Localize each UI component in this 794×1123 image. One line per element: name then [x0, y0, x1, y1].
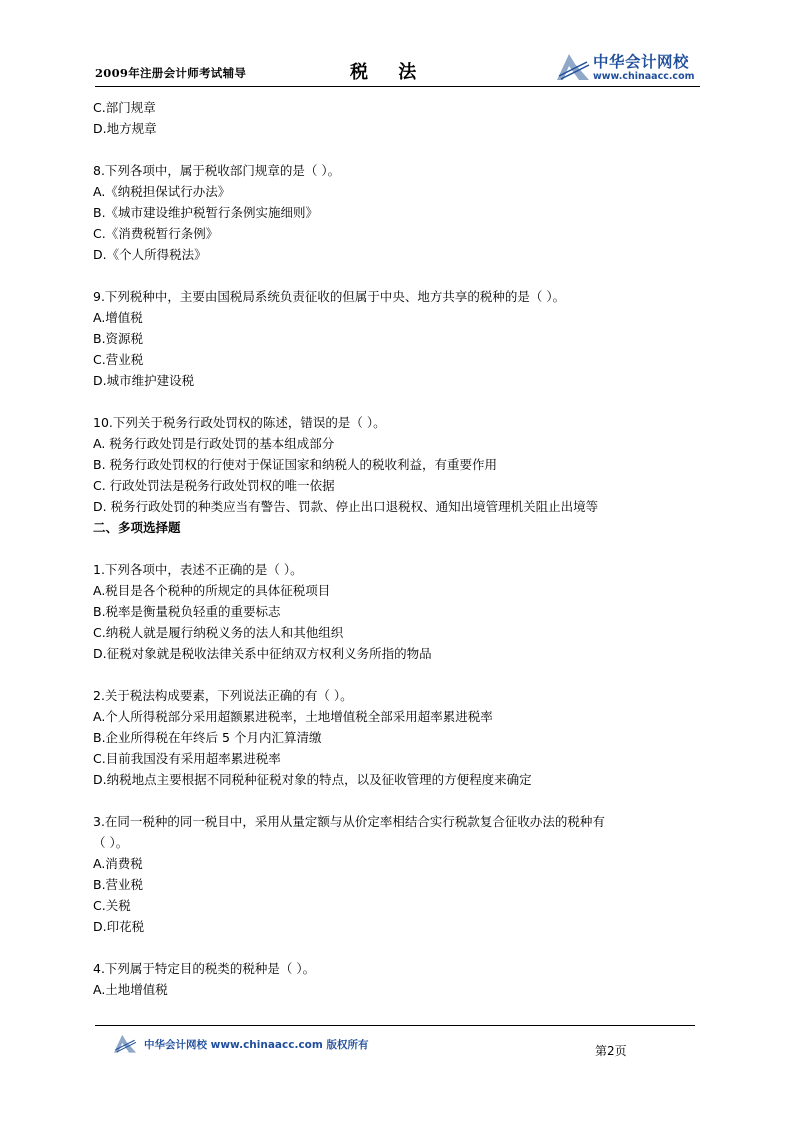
m4-stem: 4.下列属于特定目的税类的税种是（ ）。: [93, 961, 316, 976]
m1-option-a: A.税目是各个税种的所规定的具体征税项目: [93, 583, 331, 598]
header-subject-title: 税 法: [350, 62, 429, 83]
footer-divider: [95, 1025, 695, 1026]
m1-option-b: B.税率是衡量税负轻重的重要标志: [93, 604, 281, 619]
q10-option-c: C. 行政处罚法是税务行政处罚权的唯一依据: [93, 478, 335, 493]
q10-option-b: B. 税务行政处罚权的行使对于保证国家和纳税人的税收利益，有重要作用: [93, 457, 498, 472]
q9-option-a: A.增值税: [93, 310, 143, 325]
m3-stem: 3.在同一税种的同一税目中，采用从量定额与从价定率相结合实行税款复合征收办法的税种有: [93, 814, 605, 829]
page-header: [95, 46, 700, 86]
m1-stem: 1.下列各项中，表述不正确的是（ ）。: [93, 562, 303, 577]
q10-option-d: D. 税务行政处罚的种类应当有警告、罚款、停止出口退税权、通知出境管理机关阻止出境等: [93, 499, 599, 514]
q8-option-d: D.《个人所得税法》: [93, 247, 207, 262]
footer-copyright: 中华会计网校 www.chinaacc.com 版权所有: [144, 1039, 369, 1051]
m3-stem-continued: （ ）。: [93, 835, 129, 850]
m3-option-d: D.印花税: [93, 919, 145, 934]
m3-option-b: B.营业税: [93, 877, 144, 892]
q9-option-d: D.城市维护建设税: [93, 373, 195, 388]
q7-option-d: D.地方规章: [93, 121, 157, 136]
m1-option-d: D.征税对象就是税收法律关系中征纳双方权利义务所指的物品: [93, 646, 432, 661]
section-heading-multiple-choice: 二、多项选择题: [93, 520, 181, 535]
question-content: [93, 97, 703, 1000]
page-footer: [112, 1032, 672, 1056]
m2-option-b: B.企业所得税在年终后 5 个月内汇算清缴: [93, 730, 322, 745]
chinaacc-logo: [555, 48, 700, 86]
q8-stem: 8.下列各项中，属于税收部门规章的是（ ）。: [93, 163, 341, 178]
q7-option-c: C.部门规章: [93, 100, 156, 115]
logo-name: 中华会计网校: [593, 53, 690, 71]
m2-option-d: D.纳税地点主要根据不同税种征税对象的特点，以及征收管理的方便程度来确定: [93, 772, 532, 787]
page-number: 第2页: [595, 1044, 627, 1058]
q8-option-a: A.《纳税担保试行办法》: [93, 184, 231, 199]
q8-option-b: B.《城市建设维护税暂行条例实施细则》: [93, 205, 319, 220]
m3-option-a: A.消费税: [93, 856, 143, 871]
header-divider: [95, 86, 700, 87]
q9-stem: 9.下列税种中，主要由国税局系统负责征收的但属于中央、地方共享的税种的是（ ）。: [93, 289, 566, 304]
header-course-title: 2009年注册会计师考试辅导: [95, 66, 247, 80]
logo-emblem-icon: [555, 50, 591, 82]
m4-option-a: A.土地增值税: [93, 982, 168, 997]
footer-logo-emblem-icon: [112, 1032, 138, 1054]
q8-option-c: C.《消费税暂行条例》: [93, 226, 219, 241]
m1-option-c: C.纳税人就是履行纳税义务的法人和其他组织: [93, 625, 344, 640]
q9-option-b: B.资源税: [93, 331, 144, 346]
m2-option-a: A.个人所得税部分采用超额累进税率，土地增值税全部采用超率累进税率: [93, 709, 493, 724]
q10-option-a: A. 税务行政处罚是行政处罚的基本组成部分: [93, 436, 335, 451]
q10-stem: 10.下列关于税务行政处罚权的陈述，错误的是（ ）。: [93, 415, 386, 430]
m3-option-c: C.关税: [93, 898, 131, 913]
q9-option-c: C.营业税: [93, 352, 144, 367]
logo-url: www.chinaacc.com: [593, 71, 695, 82]
m2-option-c: C.目前我国没有采用超率累进税率: [93, 751, 281, 766]
m2-stem: 2.关于税法构成要素，下列说法正确的有（ ）。: [93, 688, 353, 703]
